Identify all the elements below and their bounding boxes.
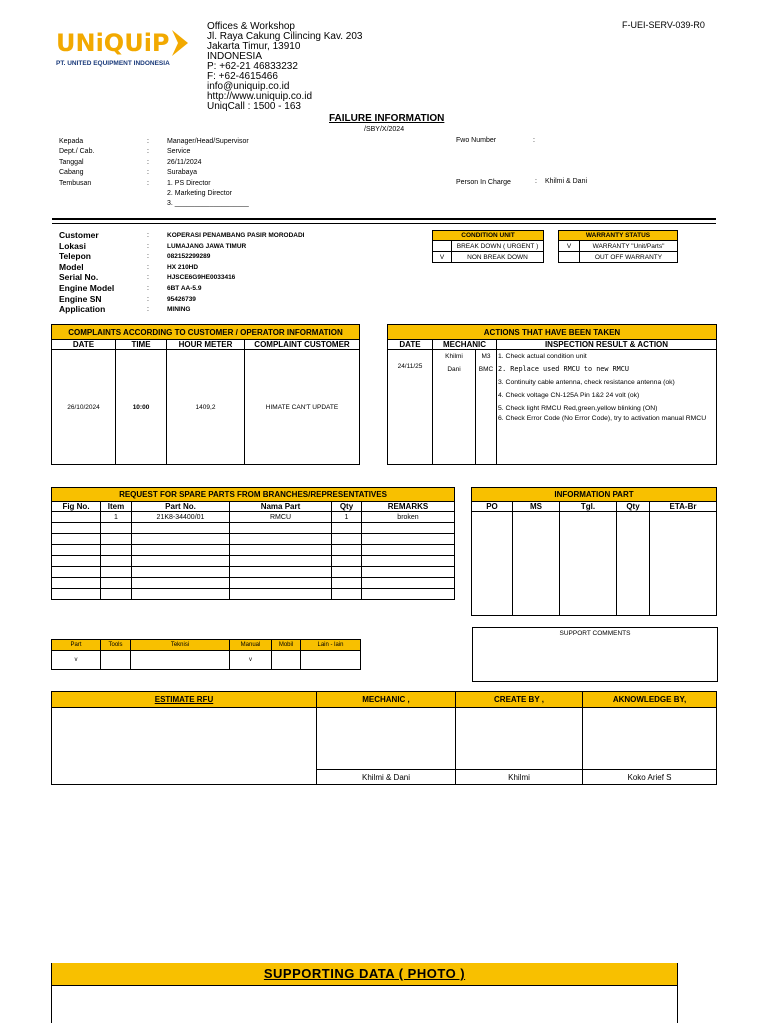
address-line: http://www.uniquip.co.id — [207, 91, 313, 102]
complaints-table: COMPLAINTS ACCORDING TO CUSTOMER / OPERATOR INFORMATION DATE TIME HOUR METER COMPLAINT CUSTOMER 26/10/2024 10:00 1409,2 HIMATE CAN'T UPDATE — [51, 324, 360, 465]
divider — [52, 218, 716, 220]
unit-colons: : : : : : : : : — [147, 232, 149, 314]
address-line: Jakarta Timur, 13910 — [207, 41, 301, 52]
logo-text: UNiQUiP — [56, 29, 170, 57]
signature-table — [51, 691, 717, 785]
acknowledge-signature-name: Koko Arief S — [583, 770, 717, 785]
address-line: INDONESIA — [207, 51, 263, 62]
table-row — [52, 556, 455, 567]
logo-subtitle: PT. UNITED EQUIPMENT INDONESIA — [56, 60, 170, 67]
supporting-photo-section — [51, 963, 678, 1023]
mechanic-signature-name: Khilmi & Dani — [317, 770, 456, 785]
support-comments-label: SUPPORT COMMENTS — [559, 630, 631, 637]
check-tools — [101, 651, 131, 670]
unit-labels: Customer Lokasi Telepon Model Serial No. Engine Model Engine SN Application — [59, 230, 115, 315]
table-row: 1 21K8-34400/01 RMCU 1 broken — [52, 512, 455, 523]
unit-values: KOPERASI PENAMBANG PASIR MORODADI LUMAJANG JAWA TIMUR 082152299289 HX 210HD HJSCE6G9HE0033416 6BT AA-5.9 95426739 MINING — [167, 232, 305, 314]
warranty-status-table: WARRANTY STATUS V WARRANTY "Unit/Parts" OUT OFF WARRANTY — [558, 230, 678, 263]
table-row — [52, 534, 455, 545]
address-line: Jl. Raya Cakung Cilincing Kav. 203 — [207, 31, 363, 42]
page-title: FAILURE INFORMATION — [329, 113, 445, 124]
check-part: v — [52, 651, 101, 670]
condition-unit-table: CONDITION UNIT BREAK DOWN ( URGENT ) V NON BREAK DOWN — [432, 230, 544, 263]
address-line: F: +62-4615466 — [207, 71, 278, 82]
meta-colons: : : : : : — [147, 138, 149, 187]
check-lain — [301, 651, 361, 670]
check-manual: v — [230, 651, 272, 670]
actions-table: ACTIONS THAT HAVE BEEN TAKEN DATE MECHANIC INSPECTION RESULT & ACTION 24/11/25 Khilmi Dani M3 BMC 1. Check actual condition unit 2. Replace used RMCU to new RMCU 3. Continuity cable antenna, check resistance antenna (ok) 4. Check voltage CN-125A Pin 1&2 24 volt (ok) 5. Check light RMCU Red,green,yellow blinking (ON) 6. Check Error Code (No Error Code), try to activation manual RMCU — [387, 324, 717, 465]
support-comments-box — [472, 627, 718, 682]
create-by-signature-name: Khilmi — [456, 770, 583, 785]
pic-colon: : — [535, 178, 537, 185]
address-line: Offices & Workshop — [207, 21, 295, 32]
table-row: 26/10/2024 10:00 1409,2 HIMATE CAN'T UPDATE — [52, 350, 360, 465]
table-row — [52, 523, 455, 534]
table-row — [52, 545, 455, 556]
logo-chevron-icon — [170, 28, 192, 58]
mechanic-codes: M3 BMC — [476, 350, 497, 465]
estimate-rfu-header: ESTIMATE RFU — [52, 692, 317, 708]
meta-labels: Kepada Dept./ Cab. Tanggal Cabang Tembusan — [59, 138, 95, 187]
requirements-checklist: Part Tools Teknisi Manual Mobil Lain - lain v v — [51, 639, 361, 670]
information-part-table: INFORMATION PART PO MS Tgl. Qty ETA-Br — [471, 487, 717, 616]
divider — [52, 223, 716, 224]
document-code: F-UEI-SERV-039-R0 — [622, 20, 705, 30]
fwo-colon: : — [533, 137, 535, 144]
pic-value: Khilmi & Dani — [545, 178, 588, 185]
address-line: info@uniquip.co.id — [207, 81, 290, 92]
address-line: P: +62-21 46833232 — [207, 61, 298, 72]
mechanic-names: Khilmi Dani — [433, 350, 476, 465]
table-row — [52, 578, 455, 589]
action-steps: 1. Check actual condition unit 2. Replace used RMCU to new RMCU 3. Continuity cable antenna, check resistance antenna (ok) 4. Check voltage CN-125A Pin 1&2 24 volt (ok) 5. Check light RMCU Red,green,yellow blinking (ON) 6. Check Error Code (No Error Code), try to activation manual RMCU — [497, 350, 717, 465]
acknowledge-header: AKNOWLEDGE BY, — [583, 692, 717, 708]
table-row — [52, 589, 455, 600]
reference-number: /SBY/X/2024 — [364, 126, 405, 133]
address-line: UniqCall : 1500 - 163 — [207, 101, 301, 112]
fwo-label: Fwo Number — [456, 137, 497, 144]
company-logo — [56, 28, 196, 67]
table-row — [52, 567, 455, 578]
spare-parts-table: REQUEST FOR SPARE PARTS FROM BRANCHES/REPRESENTATIVES Fig No. Item Part No. Nama Part Qty REMARKS 1 21K8-34400/01 RMCU 1 broken — [51, 487, 455, 600]
supporting-photo-title: SUPPORTING DATA ( PHOTO ) — [52, 963, 677, 986]
pic-label: Person In Charge — [456, 179, 511, 186]
check-teknisi — [131, 651, 230, 670]
check-mobil — [272, 651, 301, 670]
action-date: 24/11/25 — [388, 350, 433, 465]
company-address — [207, 22, 362, 112]
create-by-header: CREATE BY , — [456, 692, 583, 708]
mechanic-header: MECHANIC , — [317, 692, 456, 708]
meta-values: Manager/Head/Supervisor Service 26/11/2024 Surabaya 1. PS Director 2. Marketing Director 3. ___________________ — [167, 138, 249, 208]
